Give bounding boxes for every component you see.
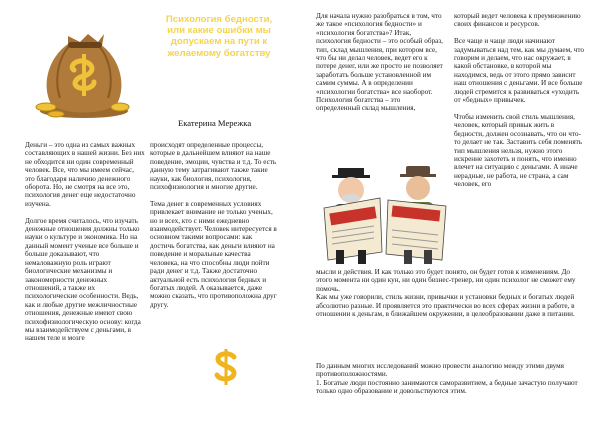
- text-wide-paragraph-1: мысли и действия. И как только это будет понято, он будет готов к изменениям. До этого момента ни один кун, ни один бизнес-тренер, ни один психолог не сможет ему помочь. Как мы уже говорили, стиль жизни, привычки и установки бедных и богатых людей абсолютно разные. И проявляется это практически во всех сферах жизни в работе, в отношении к деньгам, в ближайшем окружении, в целеобразовании даже в питании.: [316, 268, 576, 319]
- text-column-4: который ведет человека к преумножению своих финансов и ресурсов. Все чаще и чаще люди начинают задумываться над тем, как мы думаем, что говорим и делаем, что нас окружает, в какой обстановке, в которой мы находимся, ведь от этого прямо зависит наш отношения с деньгами. И все больше людей стремится к развиваться «уходить от «бедных» привычек. Чтобы изменить свой стиль мышления, человек, который привык жить в бедности, должен осознавать, что он что-то делает не так. Заставить себя поменять тип мышления нельзя, нужно этого искренне захотеть и понять, что именно влечет на ситуацию с деньгами. А иначе нерадные, не работа, не страна, а сам человек, его: [454, 12, 584, 189]
- money-bag-dollar-icon: [28, 14, 136, 122]
- text-column-2: происходят определенные процессы, которые в дальнейшем влияют на наше поведение, эмоции, чувства и т.д. То есть данную тему затрагивают также такие науки, как биология, психология, психофизиология и многие другие. Тема денег в современных условиях привлекает внимание не только ученых, но и всех, кто с ними ежедневно взаимодействует. Человек интересуется в основном такими вопросами: как достичь богатства, как деньги влияют на поведение и моральные качества человека, на что способны люди пойти ради денег и т.д. Также достаточно актуальной есть психология бедных и богатых людей. А оказывается, даже можно сказать, что противоположна друг другу.: [150, 141, 277, 309]
- dollar-sign-icon: [212, 347, 240, 387]
- newspaper-left: [324, 198, 382, 260]
- newspaper-right: [386, 200, 446, 260]
- text-column-1: Деньги – это одна из самых важных составляющих в нашей жизни. Без них не обходится ни один современный человек. Все, что мы имеем сейчас, это благодаря наличию денежного оборота. Но, не смотря на все это, психология денег еще недостаточно изучена. Долгое время считалось, что изучать денежные отношения должны только науки о культуре и экономика. Но на данный момент ученые все больше и больше доказывают, что немаловажную роль играют биологические механизмы и закономерности денежных отношений, а также их психологические особенности. Ведь, как и любые другие межличностные отношения, денежные имеют свою психофизиологическую основу: когда мы взаимодействуем с деньгами, в нашем теле и мозге: [25, 141, 145, 343]
- text-column-3: Для начала нужно разобраться в том, что же такое «психология бедности» и «психология богатства»? Итак, психология бедности – это особый образ, тип, склад мышления, при котором все, что бы ни делал человек, ведет его к потере денег, или же просто не позволяет заработать больше установленной им самим суммы. А в определении «психологии богатства» все наоборот. Психология богатства – это определенный склад мышления,: [316, 12, 443, 113]
- two-men-newspapers-illustration: [322, 160, 450, 266]
- article-author: Екатерина Мережка: [178, 118, 252, 128]
- text-wide-paragraph-2: По данным многих исследований можно провести аналогию между этими двумя противоположностями. 1. Богатые люди постоянно занимаются саморазвитием, а бедные зачастую получают только одно образование и довольствуются этим.: [316, 362, 578, 396]
- article-title: Психология бедности, или какие ошибки мы допускаем на пути к желаемому богатству: [165, 14, 273, 59]
